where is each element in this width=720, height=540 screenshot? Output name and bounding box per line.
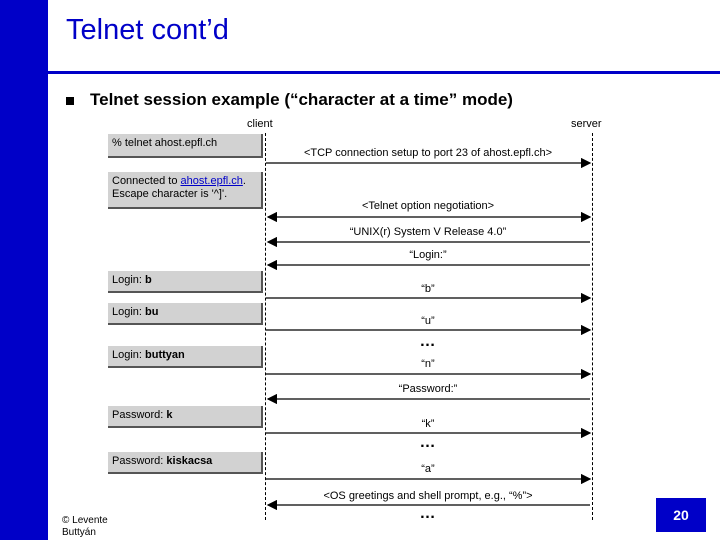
bullet-text: Telnet session example (“character at a time” mode) — [90, 90, 513, 109]
client-box-text: Password: — [112, 455, 167, 467]
typed-chars: k — [166, 409, 173, 421]
client-box-text: Login: — [112, 349, 146, 361]
copyright — [62, 515, 108, 539]
msg-login-prompt: “Login:” — [409, 249, 447, 261]
client-box-text: Password: — [112, 409, 167, 421]
msg-tcp-setup: <TCP connection setup to port 23 of ahost.epfl.ch> — [303, 147, 553, 159]
client-box-text: . — [242, 175, 246, 187]
side-title: Protocols and vulnerabilities — [22, 298, 39, 517]
msg-unix-banner: “UNIX(r) System V Release 4.0” — [349, 226, 507, 238]
msg-char-u: “u” — [421, 315, 435, 327]
msg-ellipsis: … — [419, 434, 437, 451]
typed-chars: bu — [145, 306, 159, 318]
client-box-text: % telnet ahost.epfl.ch — [112, 137, 218, 149]
msg-char-k: “k” — [421, 418, 435, 430]
client-box-text: Login: — [112, 306, 146, 318]
copyright-line: Buttyán — [62, 527, 96, 538]
msg-option-negotiation: <Telnet option negotiation> — [361, 200, 495, 212]
msg-char-b: “b” — [421, 283, 435, 295]
typed-chars: kiskacsa — [166, 455, 213, 467]
slide-title: Telnet cont’d — [66, 14, 229, 46]
typed-chars: b — [145, 274, 152, 286]
server-label: server — [571, 118, 602, 130]
msg-char-a: “a” — [421, 463, 435, 475]
client-label: client — [247, 118, 273, 130]
msg-ellipsis: … — [419, 333, 437, 350]
client-box-text: Escape character is '^]'. — [112, 188, 228, 200]
typed-chars: buttyan — [145, 349, 185, 361]
host-link[interactable]: ahost.epfl.ch — [180, 175, 243, 187]
msg-os-greeting: <OS greetings and shell prompt, e.g., “%”> — [323, 490, 533, 502]
page-number: 20 — [656, 498, 706, 532]
client-box-text: Login: — [112, 274, 146, 286]
msg-char-n: “n” — [421, 358, 435, 370]
msg-ellipsis: … — [419, 505, 437, 522]
copyright-line: © Levente — [62, 515, 108, 526]
msg-password-prompt: “Password:” — [398, 383, 458, 395]
client-box-text: Connected to — [112, 175, 181, 187]
